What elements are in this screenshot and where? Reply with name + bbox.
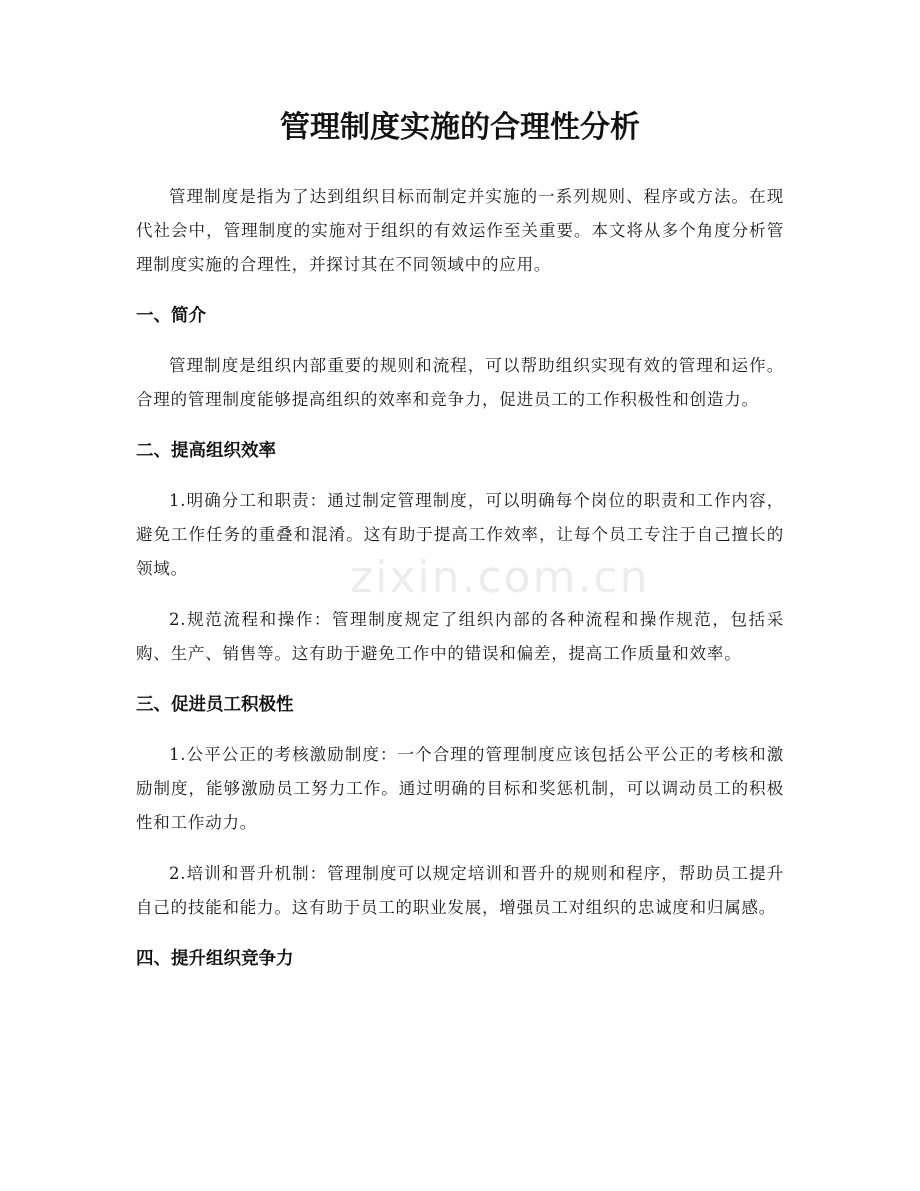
document-title: 管理制度实施的合理性分析: [280, 110, 640, 145]
section-paragraph: 1.公平公正的考核激励制度：一个合理的管理制度应该包括公平公正的考核和激励制度，能够激励员工努力工作。通过明确的目标和奖惩机制，可以调动员工的积极性和工作动力。: [136, 745, 784, 832]
section-heading-intro: 一、简介: [136, 306, 206, 326]
section-paragraph: 管理制度是组织内部重要的规则和流程，可以帮助组织实现有效的管理和运作。合理的管理制度能够提高组织的效率和竞争力，促进员工的工作积极性和创造力。: [136, 356, 784, 409]
section-heading-competitiveness: 四、提升组织竞争力: [136, 949, 294, 969]
section-heading-motivation: 三、促进员工积极性: [136, 695, 294, 715]
intro-paragraph: 管理制度是指为了达到组织目标而制定并实施的一系列规则、程序或方法。在现代社会中，管理制度的实施对于组织的有效运作至关重要。本文将从多个角度分析管理制度实施的合理性，并探讨其在不同领域中的应用。: [136, 187, 784, 274]
document-content: [136, 104, 784, 992]
section-paragraph: 1.明确分工和职责：通过制定管理制度，可以明确每个岗位的职责和工作内容，避免工作任务的重叠和混淆。这有助于提高工作效率，让每个员工专注于自己擅长的领域。: [136, 491, 784, 578]
watermark-text: zixin.com.cn: [350, 552, 650, 603]
section-heading-efficiency: 二、提高组织效率: [136, 441, 276, 461]
section-paragraph: 2.规范流程和操作：管理制度规定了组织内部的各种流程和操作规范，包括采购、生产、销售等。这有助于避免工作中的错误和偏差，提高工作质量和效率。: [136, 610, 784, 663]
section-paragraph: 2.培训和晋升机制：管理制度可以规定培训和晋升的规则和程序，帮助员工提升自己的技能和能力。这有助于员工的职业发展，增强员工对组织的忠诚度和归属感。: [136, 864, 784, 917]
